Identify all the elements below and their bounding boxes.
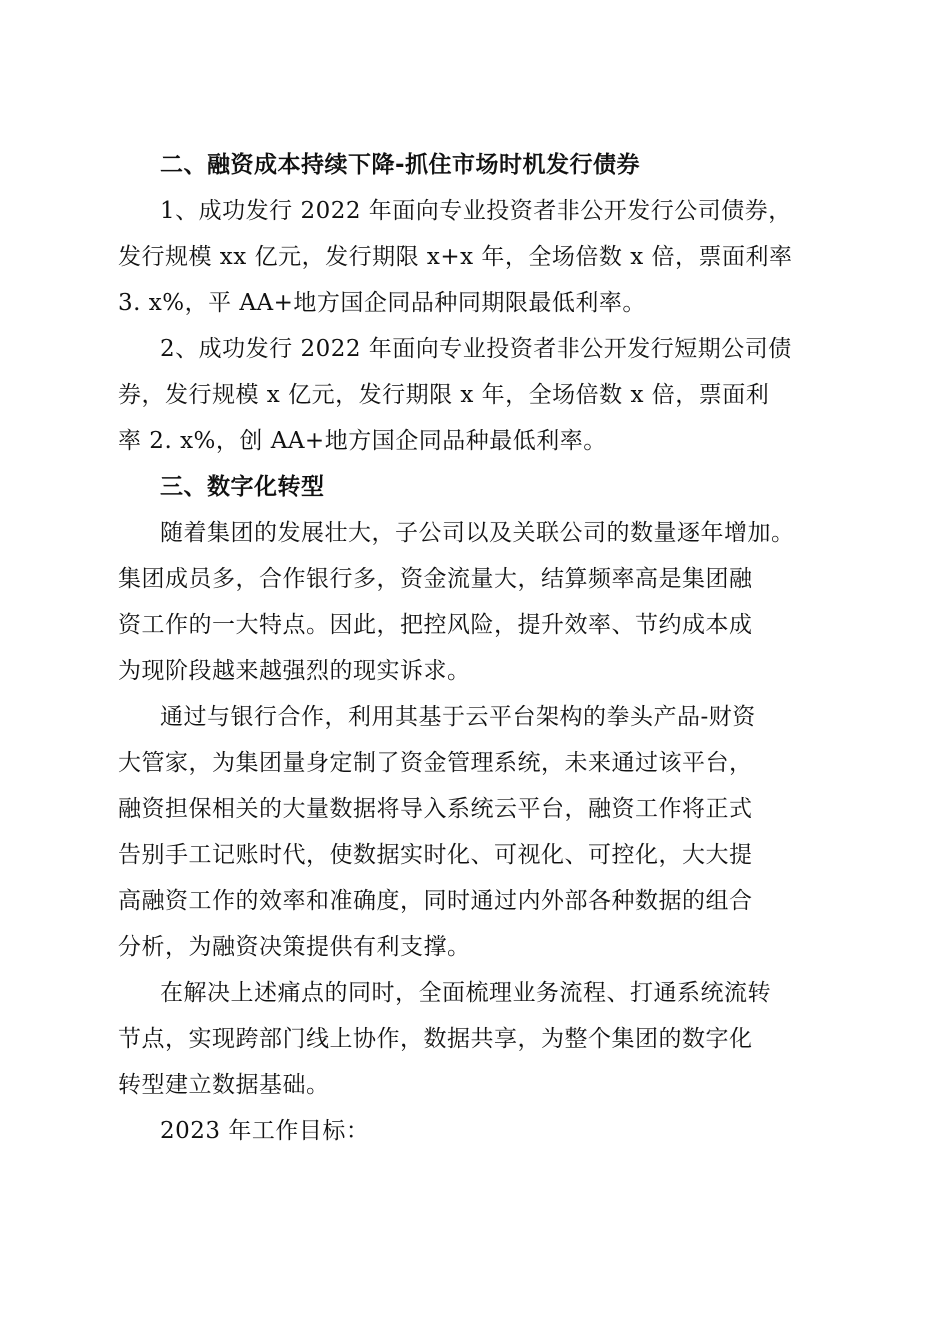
paragraph-line: 为现阶段越来越强烈的现实诉求。 <box>118 658 471 684</box>
paragraph-line: 转型建立数据基础。 <box>118 1072 330 1098</box>
section-heading-financing-cost: 二、融资成本持续下降-抓住市场时机发行债券 <box>160 152 641 178</box>
paragraph-line: 1、成功发行 2022 年面向专业投资者非公开发行公司债券， <box>160 198 792 224</box>
paragraph-line: 在解决上述痛点的同时，全面梳理业务流程、打通系统流转 <box>160 980 771 1006</box>
paragraph-line: 随着集团的发展壮大，子公司以及关联公司的数量逐年增加。 <box>160 520 795 546</box>
paragraph-line: 融资担保相关的大量数据将导入系统云平台，融资工作将正式 <box>118 796 753 822</box>
paragraph-line: 通过与银行合作，利用其基于云平台架构的拳头产品-财资 <box>160 704 756 730</box>
paragraph-line: 券，发行规模 x 亿元，发行期限 x 年，全场倍数 x 倍，票面利 <box>118 382 770 408</box>
paragraph-line: 分析，为融资决策提供有利支撑。 <box>118 934 471 960</box>
section-heading-digital-transformation: 三、数字化转型 <box>160 474 325 500</box>
document-page <box>118 142 830 1154</box>
paragraph-bank-cooperation <box>118 694 830 970</box>
paragraph-line: 节点，实现跨部门线上协作，数据共享，为整个集团的数字化 <box>118 1026 753 1052</box>
paragraph-line: 2、成功发行 2022 年面向专业投资者非公开发行短期公司债 <box>160 336 792 362</box>
paragraph-line: 高融资工作的效率和准确度，同时通过内外部各种数据的组合 <box>118 888 753 914</box>
paragraph-group-growth <box>118 510 830 694</box>
paragraph-line: 3. x%，平 AA+地方国企同品种同期限最低利率。 <box>118 290 646 316</box>
paragraph-pain-points <box>118 970 830 1108</box>
paragraph-line: 大管家，为集团量身定制了资金管理系统，未来通过该平台， <box>118 750 753 776</box>
paragraph-line: 发行规模 xx 亿元，发行期限 x+x 年，全场倍数 x 倍，票面利率 <box>118 244 793 270</box>
paragraph-line: 2023 年工作目标： <box>160 1118 370 1144</box>
paragraph-2023-goals <box>118 1108 830 1154</box>
paragraph-line: 告别手工记账时代，使数据实时化、可视化、可控化，大大提 <box>118 842 753 868</box>
paragraph-line: 率 2. x%，创 AA+地方国企同品种最低利率。 <box>118 428 607 454</box>
paragraph-bond-issue-2 <box>118 326 830 464</box>
paragraph-line: 资工作的一大特点。因此，把控风险，提升效率、节约成本成 <box>118 612 753 638</box>
paragraph-bond-issue-1 <box>118 188 830 326</box>
paragraph-line: 集团成员多，合作银行多，资金流量大，结算频率高是集团融 <box>118 566 753 592</box>
